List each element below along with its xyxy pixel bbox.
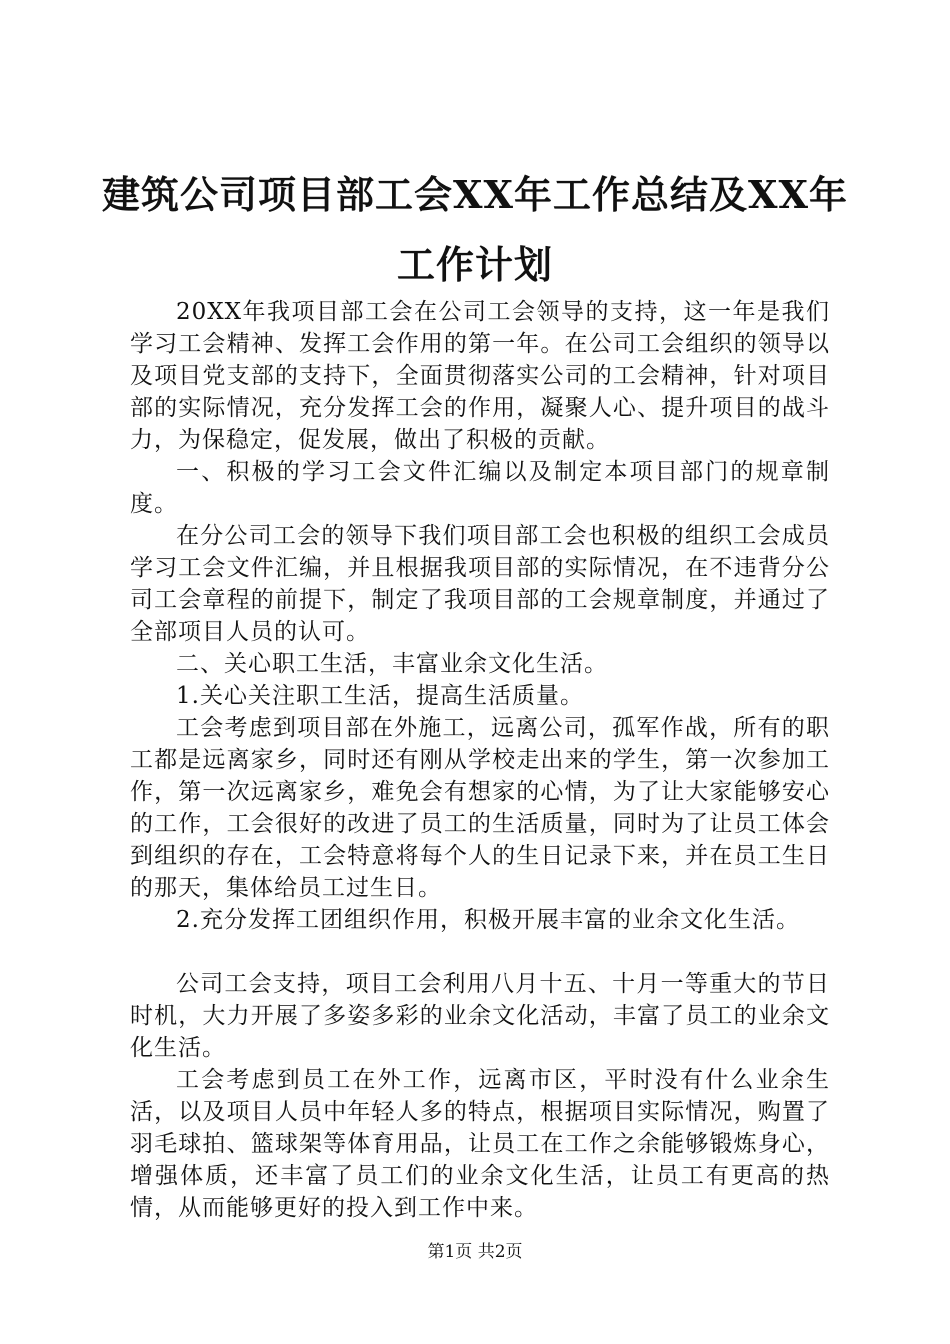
page-count: 共2页 <box>477 1242 523 1262</box>
subsection-heading: 2.充分发挥工团组织作用，积极开展丰富的业余文化生活。 <box>176 907 800 933</box>
page-number: 第1页 <box>427 1242 473 1262</box>
subsection-heading: 1.关心关注职工生活，提高生活质量。 <box>176 683 584 709</box>
section-heading: 二、关心职工生活，丰富业余文化生活。 <box>176 651 608 677</box>
paragraph: 工会考虑到项目部在外施工，远离公司，孤军作战，所有的职工都是远离家乡，同时还有刚从学校走出来的学生，第一次参加工作，第一次远离家乡，难免会有想家的心情，为了让大家能够安心的工作，工会很好的改进了员工的生活质量，同时为了让员工体会到组织的存在，工会特意将每个人的生日记录下来，并在员工生日的那天，集体给员工过生日。 <box>130 715 830 901</box>
document-title: 建筑公司项目部工会XX年工作总结及XX年工作计划 <box>102 172 848 287</box>
paragraph: 20XX年我项目部工会在公司工会领导的支持，这一年是我们学习工会精神、发挥工会作用的第一年。在公司工会组织的领导以及项目党支部的支持下，全面贯彻落实公司的工会精神，针对项目部的实际情况，充分发挥工会的作用，凝聚人心、提升项目的战斗力，为保稳定，促发展，做出了积极的贡献。 <box>130 299 830 453</box>
paragraph: 公司工会支持，项目工会利用八月十五、十月一等重大的节日时机，大力开展了多姿多彩的业余文化活动，丰富了员工的业余文化生活。 <box>130 971 830 1061</box>
document-body <box>130 296 830 1224</box>
section-heading: 一、积极的学习工会文件汇编以及制定本项目部门的规章制度。 <box>130 459 830 517</box>
page-footer <box>0 1240 950 1264</box>
paragraph: 工会考虑到员工在外工作，远离市区，平时没有什么业余生活，以及项目人员中年轻人多的特点，根据项目实际情况，购置了羽毛球拍、篮球架等体育用品，让员工在工作之余能够锻炼身心，增强体质，还丰富了员工们的业余文化生活，让员工有更高的热情，从而能够更好的投入到工作中来。 <box>130 1067 830 1221</box>
paragraph: 在分公司工会的领导下我们项目部工会也积极的组织工会成员学习工会文件汇编，并且根据我项目部的实际情况，在不违背分公司工会章程的前提下，制定了我项目部的工会规章制度，并通过了全部项目人员的认可。 <box>130 523 830 645</box>
